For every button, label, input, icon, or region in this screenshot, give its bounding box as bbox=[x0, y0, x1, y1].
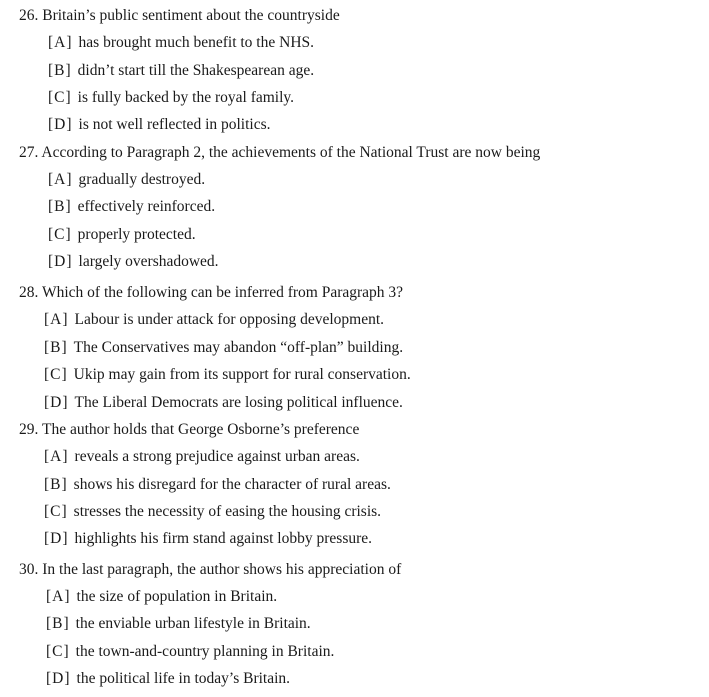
option-text: shows his disregard for the character of rural areas. bbox=[73, 476, 391, 493]
option-c bbox=[48, 226, 196, 244]
option-letter: [C] bbox=[48, 89, 72, 106]
option-letter: [C] bbox=[44, 366, 68, 383]
option-c bbox=[44, 503, 381, 521]
option-text: reveals a strong prejudice against urban areas. bbox=[74, 448, 360, 465]
option-letter: [C] bbox=[44, 503, 68, 520]
option-b bbox=[44, 339, 403, 357]
option-d bbox=[48, 116, 271, 134]
option-letter: [A] bbox=[48, 171, 73, 188]
option-letter: [B] bbox=[44, 476, 68, 493]
question-stem: 27. According to Paragraph 2, the achievements of the National Trust are now being bbox=[19, 144, 541, 161]
option-text: the size of population in Britain. bbox=[76, 588, 278, 605]
option-letter: [B] bbox=[46, 615, 70, 632]
option-c bbox=[48, 89, 294, 107]
question-stem: 26. Britain’s public sentiment about the countryside bbox=[19, 7, 340, 24]
option-a bbox=[46, 588, 277, 606]
option-letter: [C] bbox=[48, 226, 72, 243]
question-stem: 29. The author holds that George Osborne’s preference bbox=[19, 421, 360, 438]
option-d bbox=[44, 394, 403, 412]
option-text: didn’t start till the Shakespearean age. bbox=[77, 62, 315, 79]
option-text: gradually destroyed. bbox=[78, 171, 206, 188]
question-stem: 28. Which of the following can be inferred from Paragraph 3? bbox=[19, 284, 404, 301]
option-letter: [C] bbox=[46, 643, 70, 660]
option-letter: [D] bbox=[48, 253, 73, 270]
option-text: highlights his firm stand against lobby pressure. bbox=[74, 530, 373, 547]
option-b bbox=[48, 198, 215, 216]
option-text: The Liberal Democrats are losing political influence. bbox=[74, 394, 403, 411]
option-letter: [A] bbox=[44, 311, 69, 328]
option-text: Ukip may gain from its support for rural conservation. bbox=[73, 366, 411, 383]
option-letter: [D] bbox=[48, 116, 73, 133]
option-b bbox=[44, 476, 391, 494]
option-d bbox=[44, 530, 372, 548]
option-letter: [B] bbox=[48, 198, 72, 215]
option-text: largely overshadowed. bbox=[78, 253, 219, 270]
option-d bbox=[46, 670, 290, 688]
option-text: the political life in today’s Britain. bbox=[76, 670, 291, 687]
option-text: The Conservatives may abandon “off-plan” building. bbox=[73, 339, 404, 356]
option-a bbox=[48, 34, 314, 52]
option-letter: [D] bbox=[44, 394, 69, 411]
option-c bbox=[44, 366, 411, 384]
option-a bbox=[48, 171, 205, 189]
option-letter: [A] bbox=[46, 588, 71, 605]
option-text: is not well reflected in politics. bbox=[78, 116, 271, 133]
option-letter: [B] bbox=[44, 339, 68, 356]
option-text: Labour is under attack for opposing development. bbox=[74, 311, 385, 328]
option-c bbox=[46, 643, 334, 661]
option-text: the enviable urban lifestyle in Britain. bbox=[75, 615, 311, 632]
question-stem: 30. In the last paragraph, the author shows his appreciation of bbox=[19, 561, 402, 578]
option-d bbox=[48, 253, 219, 271]
option-letter: [B] bbox=[48, 62, 72, 79]
option-b bbox=[46, 615, 311, 633]
option-text: effectively reinforced. bbox=[77, 198, 216, 215]
option-text: the town-and-country planning in Britain. bbox=[75, 643, 335, 660]
option-text: is fully backed by the royal family. bbox=[77, 89, 295, 106]
option-letter: [A] bbox=[48, 34, 73, 51]
option-b bbox=[48, 62, 314, 80]
option-letter: [D] bbox=[46, 670, 71, 687]
option-text: properly protected. bbox=[77, 226, 196, 243]
option-a bbox=[44, 311, 384, 329]
option-text: stresses the necessity of easing the housing crisis. bbox=[73, 503, 382, 520]
option-letter: [A] bbox=[44, 448, 69, 465]
option-text: has brought much benefit to the NHS. bbox=[78, 34, 315, 51]
option-a bbox=[44, 448, 360, 466]
option-letter: [D] bbox=[44, 530, 69, 547]
